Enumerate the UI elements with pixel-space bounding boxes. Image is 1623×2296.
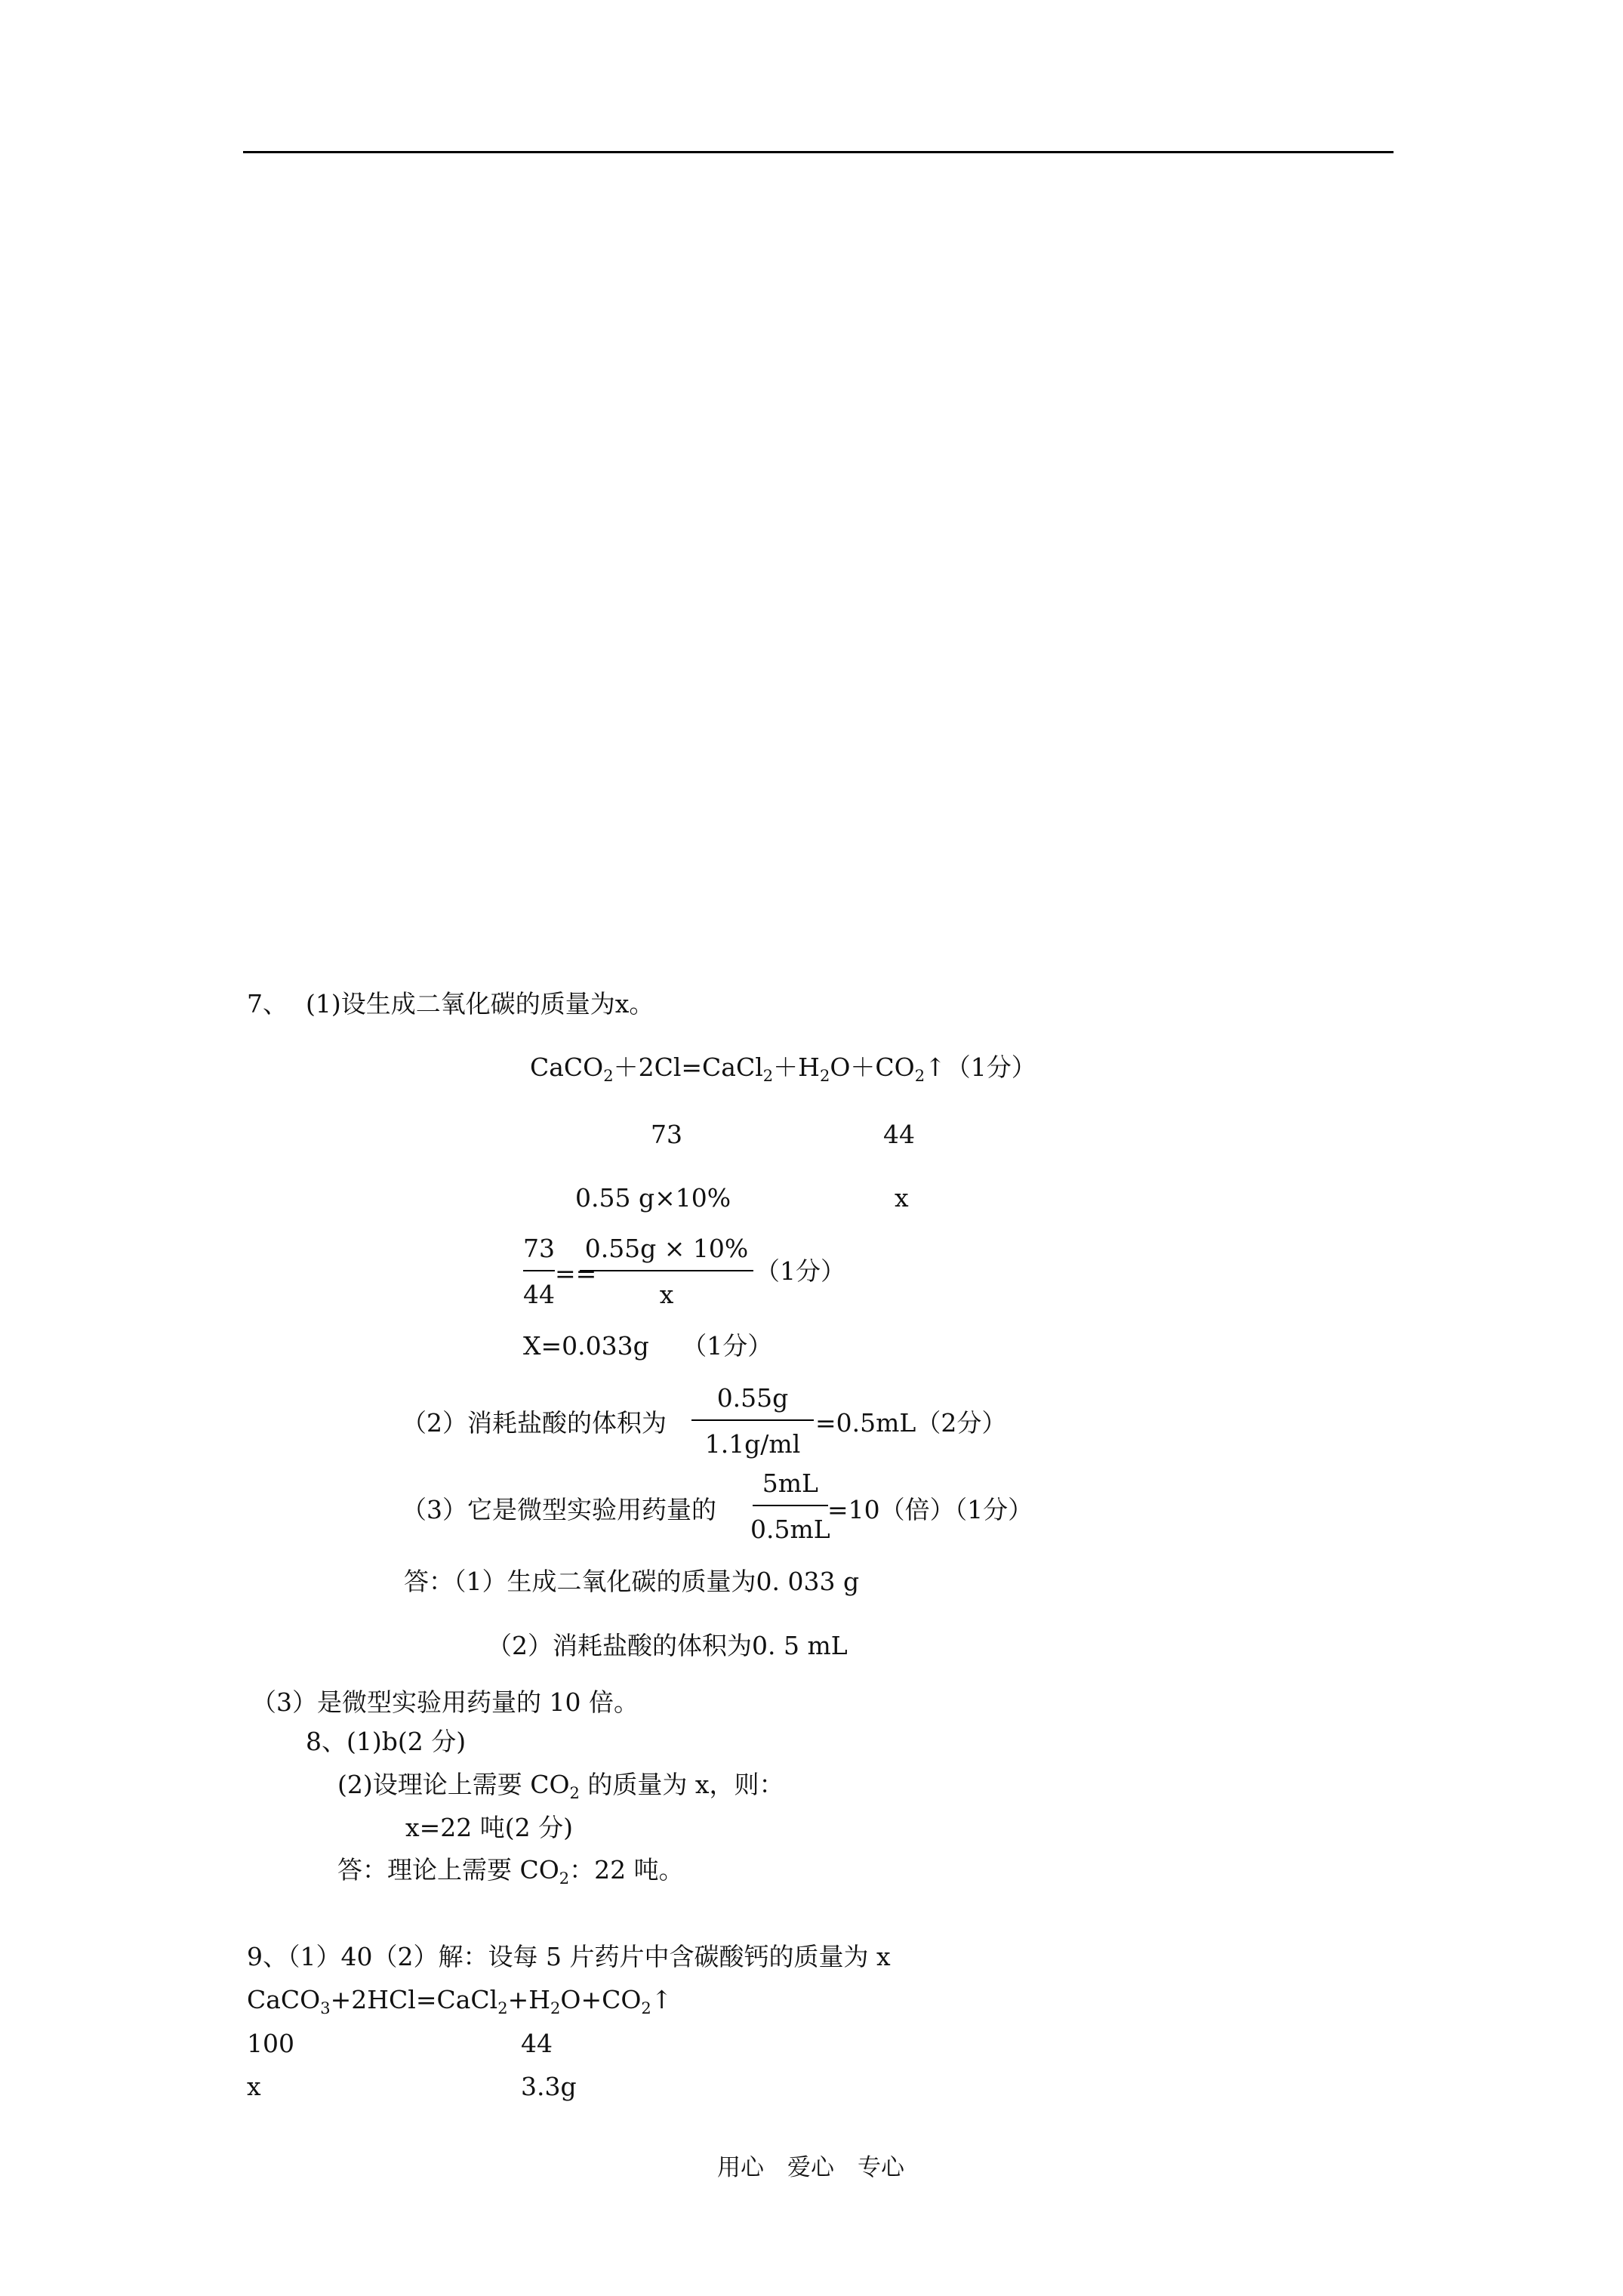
q8-line4: 答：理论上需要 $CO_2$：22 吨。: [337, 1855, 684, 1888]
q7-proportion-left-den: 44: [523, 1280, 555, 1309]
q7-result: X=0.033g （1分）: [523, 1331, 773, 1361]
q7-proportion-right-num: 0.55g × 10%: [584, 1234, 749, 1263]
q7-label: 7、: [247, 989, 288, 1019]
q7-given-right: x: [895, 1183, 909, 1213]
q7-mass-right: 44: [883, 1120, 915, 1149]
q7-answer-1: 答：（1）生成二氧化碳的质量为0. 033 g: [404, 1567, 860, 1596]
q9-mass-left: 100: [247, 2029, 294, 2058]
q7-proportion-left-num: 73: [523, 1234, 555, 1263]
q7-given-left: 0.55 g×10%: [575, 1183, 731, 1213]
q8-line3: x=22 吨(2 分): [405, 1813, 573, 1842]
q7-part3-fraction: [750, 1471, 830, 1542]
q7-part3-den: 0.5mL: [750, 1515, 830, 1544]
q8-line2: (2)设理论上需要 $CO_2$ 的质量为 x，则：: [337, 1770, 784, 1802]
q7-proportion-right: [580, 1236, 753, 1307]
q7-proportion-right-den: x: [659, 1280, 674, 1309]
q7-part3-tail: =10（倍）（1分）: [827, 1495, 1033, 1524]
q9-mass-right: 44: [521, 2029, 553, 2058]
q7-part1-intro: (1)设生成二氧化碳的质量为x。: [306, 989, 654, 1019]
q7-proportion-score: （1分）: [755, 1256, 845, 1286]
q7-part2-num: 0.55g: [716, 1383, 789, 1413]
q7-proportion-left: [523, 1236, 555, 1307]
q7-proportion-eq: ==: [555, 1259, 597, 1288]
q7-part2-tail: =0.5mL（2分）: [815, 1408, 1007, 1438]
q7-part3-lead: （3）它是微型实验用药量的: [402, 1495, 716, 1524]
q7-equation: $CaCO_2+2Cl=CaCl_2+H_2O+CO_2↑(1$分）: [530, 1052, 1036, 1085]
q9-line1: 9、（1）40（2）解：设每 5 片药片中含碳酸钙的质量为 x: [247, 1942, 891, 1971]
q7-part2-den: 1.1g/ml: [704, 1429, 801, 1459]
q7-part3-num: 5mL: [762, 1469, 818, 1498]
q7-answer-2: （2）消耗盐酸的体积为0. 5 mL: [487, 1631, 848, 1660]
q9-given-left: x: [247, 2072, 261, 2101]
q7-answer-3: （3）是微型实验用药量的 10 倍。: [251, 1687, 639, 1717]
q9-equation: $CaCO_3+2HCl=CaCl_2+H_2O+CO_2↑$: [247, 1985, 673, 2017]
footer-text: 用心 爱心 专心: [717, 2154, 904, 2181]
q9-given-right: 3.3g: [521, 2072, 577, 2101]
q7-mass-left: 73: [651, 1120, 682, 1149]
q8-line1: 8、(1)b(2 分): [306, 1727, 467, 1756]
header-rule: [243, 151, 1394, 153]
q7-part2-fraction: [691, 1383, 814, 1459]
q7-part2-lead: （2）消耗盐酸的体积为: [402, 1408, 667, 1438]
